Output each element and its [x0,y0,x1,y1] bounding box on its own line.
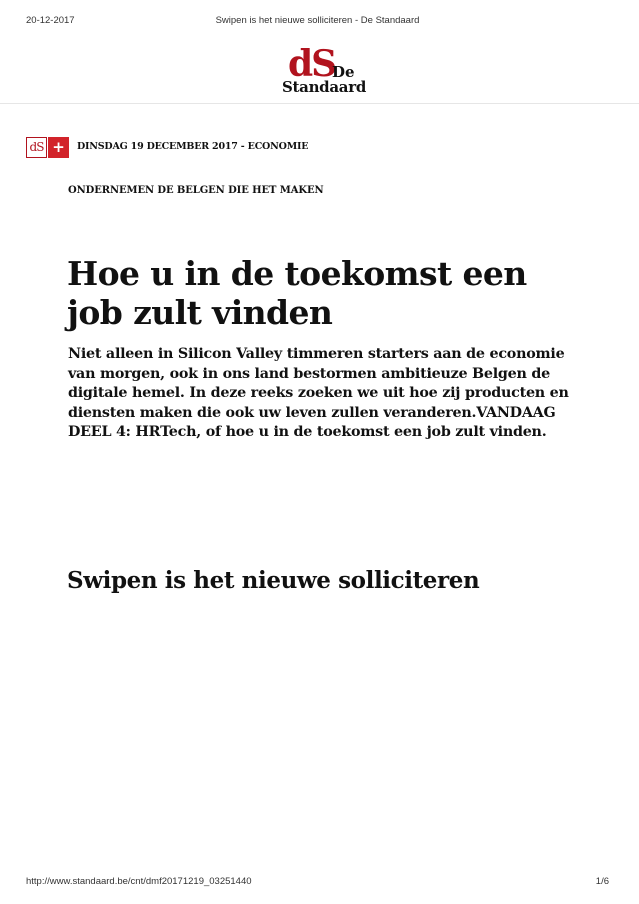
article-headline: Hoe u in de toekomst een job zult vinden [67,254,527,332]
article-dateline: DINSDAG 19 DECEMBER 2017 - ECONOMIE [77,141,309,152]
article-meta [26,137,586,158]
de-standaard-logo[interactable] [282,43,378,100]
article-subheading: Swipen is het nieuwe solliciteren [67,567,480,594]
print-footer [26,876,609,890]
plus-badge-icon: + [48,137,69,158]
logo-ds-mark: dS [288,43,336,85]
logo-standaard-text: Standaard [282,78,367,96]
print-url: http://www.standaard.be/cnt/dmf20171219_03251440 [26,876,252,887]
article-kicker: ONDERNEMEN DE BELGEN DIE HET MAKEN [68,185,324,196]
header-divider [0,103,639,104]
article-intro: Niet alleen in Silicon Valley timmeren starters aan de economie van morgen, ook in ons land bestormen ambitieuze Belgen de digitale hemel. In deze reeks zoeken we uit hoe zij producten en diensten maken die ook uw leven zullen veranderen.VANDAAG DEEL 4: HRTech, of hoe u in de toekomst een job zult vinden. [68,346,569,441]
print-page-number: 1/6 [595,876,609,887]
print-date: 20-12-2017 [26,15,75,26]
ds-badge-icon: dS [26,137,47,158]
print-header [26,15,609,29]
print-page-title: Swipen is het nieuwe solliciteren - De Standaard [215,15,420,26]
logo-de-text: De [332,63,355,81]
